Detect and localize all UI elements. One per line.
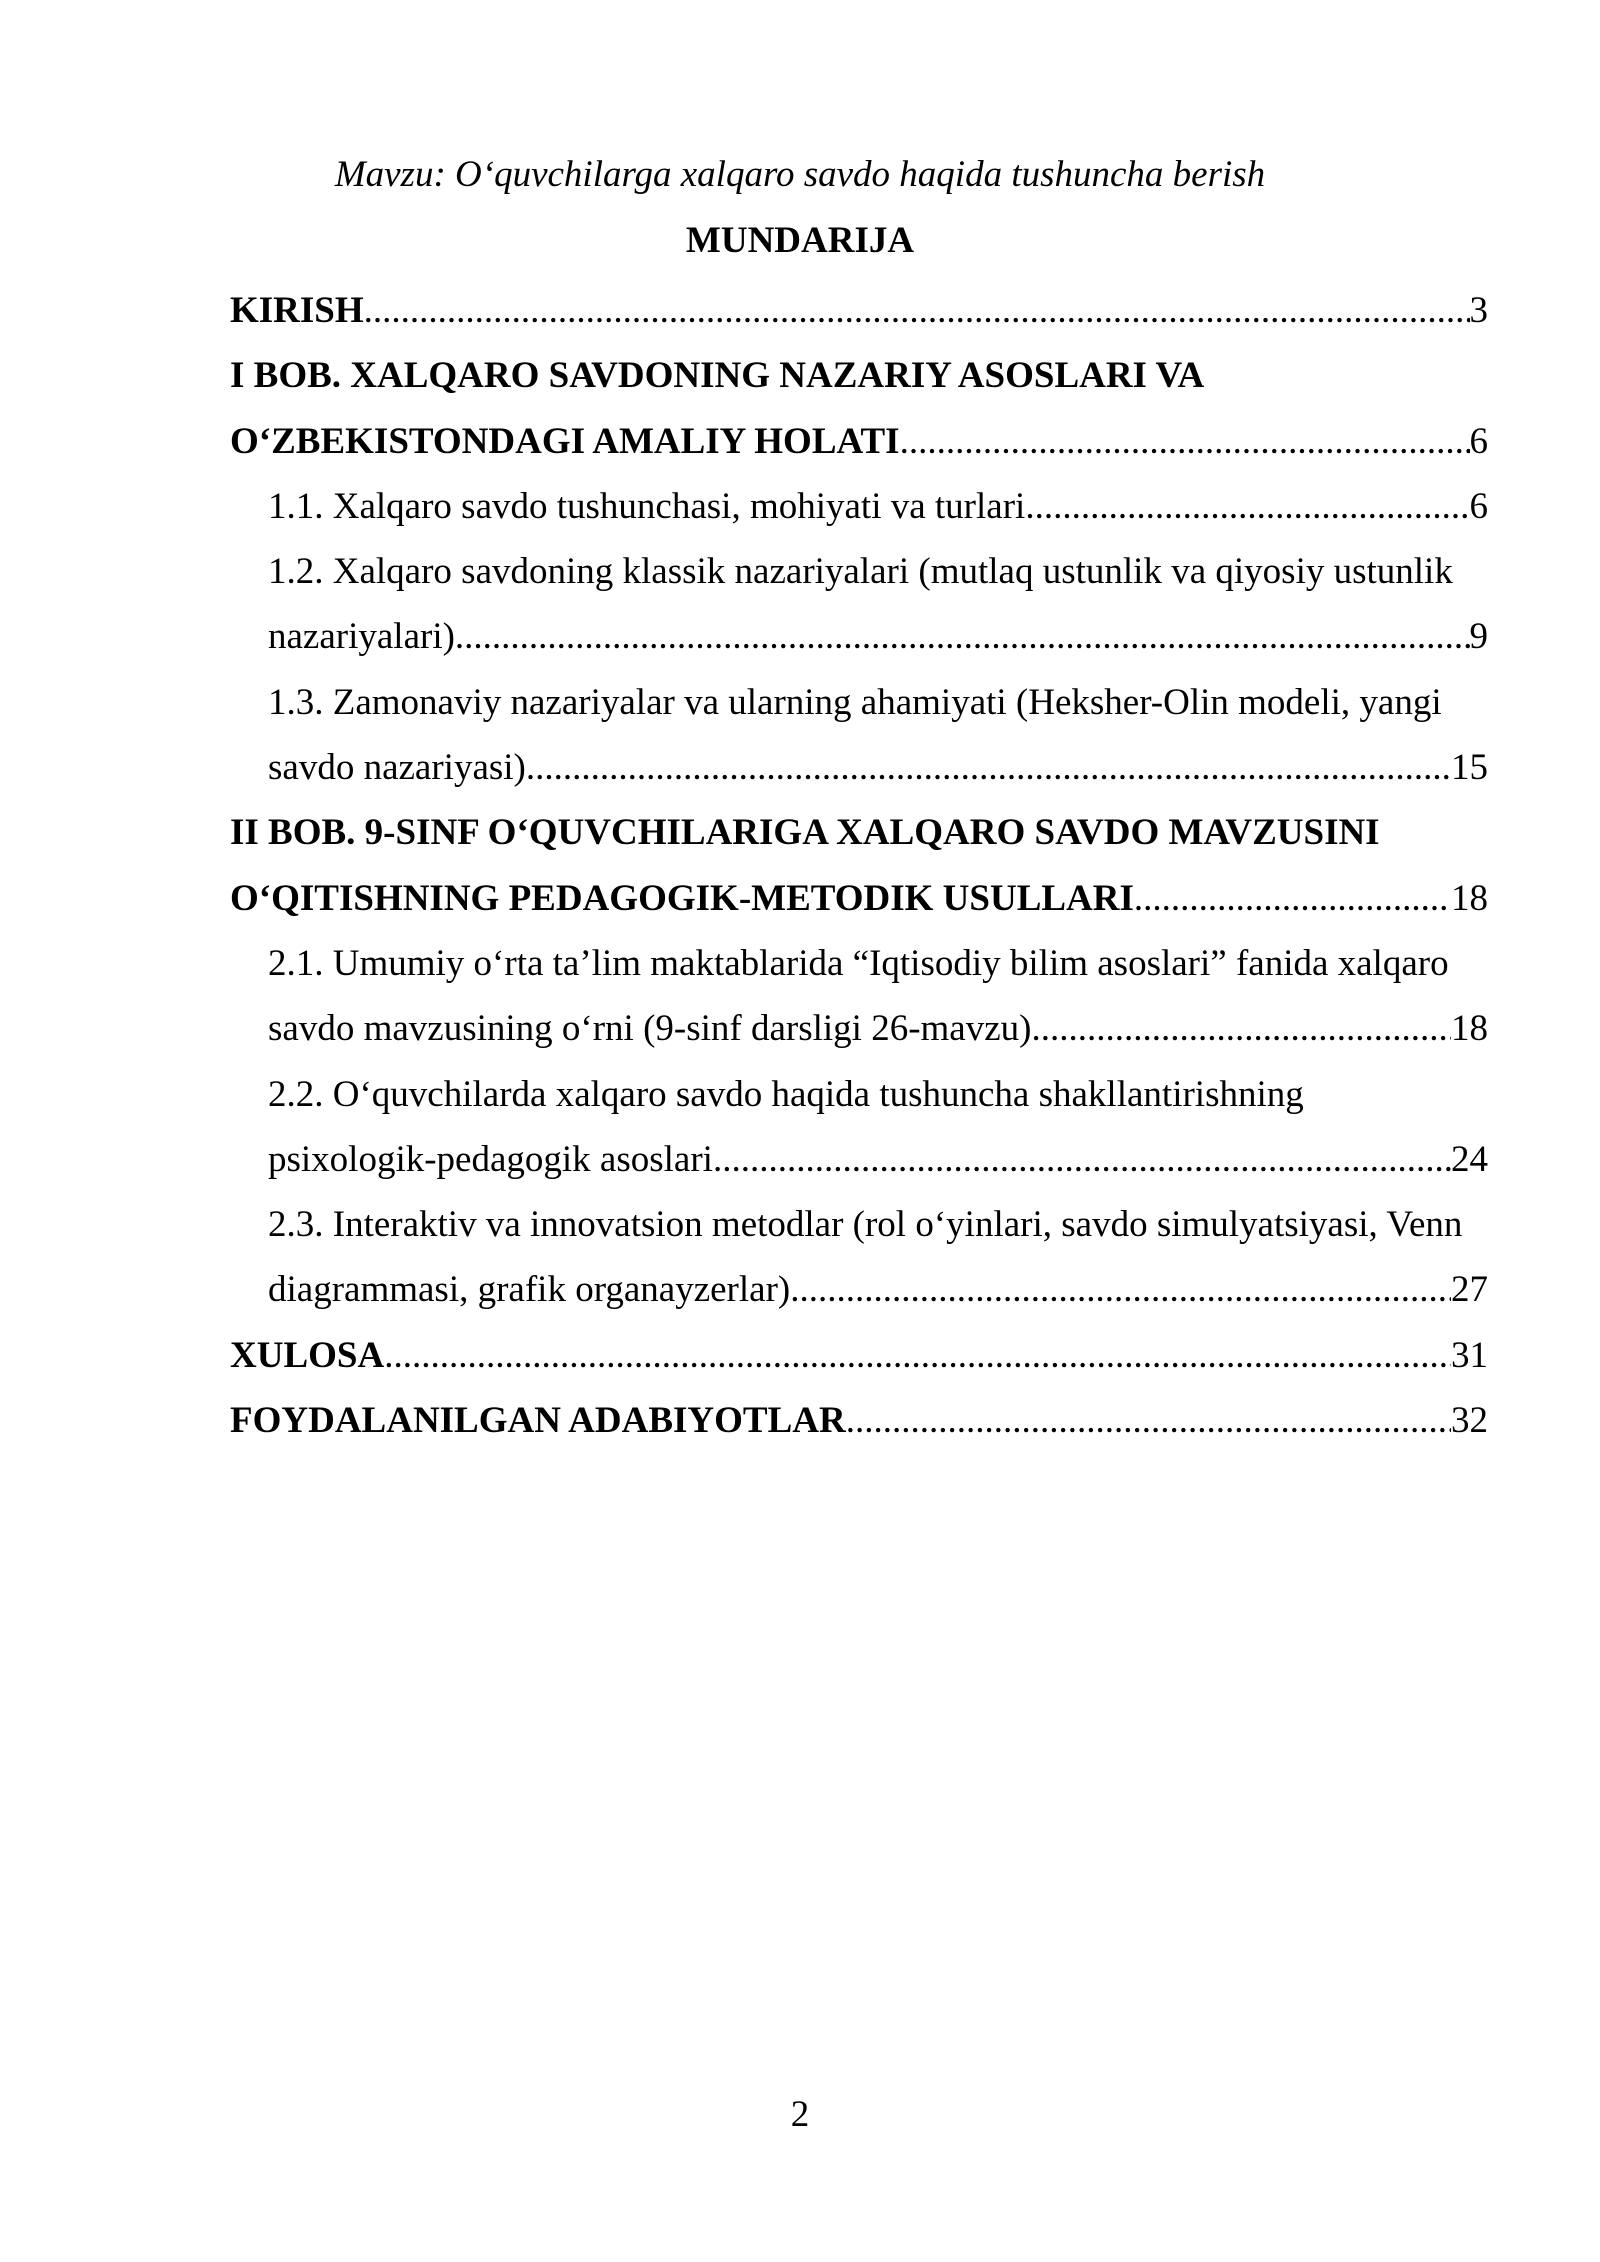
toc-entry-title: savdo mavzusining o‘rni (9-sinf darsligi 26-mavzu) xyxy=(268,1008,1032,1050)
toc-entry-title: 1.3. Zamonaviy nazariyalar va ularning ahamiyati (Heksher-Olin modeli, yangi xyxy=(268,681,1442,723)
toc-entry-page: 32 xyxy=(1451,1400,1488,1442)
toc-chapter-2-title-line1 xyxy=(230,800,1488,865)
page-number: 2 xyxy=(790,2094,810,2135)
toc-entry-title: XULOSA xyxy=(230,1334,385,1376)
toc-section-2-2-line1 xyxy=(230,1062,1488,1127)
toc-entry-title: I BOB. XALQARO SAVDONING NAZARIY ASOSLARI VA xyxy=(230,355,1205,397)
toc-entry-title: O‘QITISHNING PEDAGOGIK-METODIK USULLARI xyxy=(230,877,1134,919)
dot-leader xyxy=(846,1388,1451,1453)
toc-entry-title: FOYDALANILGAN ADABIYOTLAR xyxy=(230,1400,846,1442)
toc-entry-title: 2.2. O‘quvchilarda xalqaro savdo haqida tushuncha shakllantirishning xyxy=(268,1073,1304,1115)
toc-entry-title: nazariyalari) xyxy=(268,616,455,658)
toc-entry-page: 3 xyxy=(1469,290,1488,331)
toc-chapter-1-title-line1 xyxy=(230,343,1488,408)
toc-entry-title: O‘ZBEKISTONDAGI AMALIY HOLATI xyxy=(230,420,900,462)
toc-section-1-1 xyxy=(230,474,1488,539)
toc-chapter-1-title-line2 xyxy=(230,409,1488,474)
toc-entry-title: 1.1. Xalqaro savdo tushunchasi, mohiyati va turlari xyxy=(268,485,1026,527)
dot-leader xyxy=(384,1323,1451,1388)
toc-section-1-3-line1 xyxy=(230,670,1488,735)
toc-entry-page: 6 xyxy=(1469,485,1488,527)
toc-entry-page: 24 xyxy=(1451,1138,1488,1180)
toc-entry-title: savdo nazariyasi) xyxy=(268,747,526,789)
toc-entry-title: 2.3. Interaktiv va innovatsion metodlar (rol o‘yinlari, savdo simulyatsiyasi, Venn xyxy=(268,1204,1463,1246)
toc-entry-page: 15 xyxy=(1451,747,1488,789)
toc-entry-xulosa xyxy=(230,1323,1488,1388)
dot-leader xyxy=(526,735,1451,800)
table-of-contents xyxy=(230,278,1488,1453)
toc-entry-references xyxy=(230,1388,1488,1453)
toc-heading: MUNDARIJA xyxy=(685,220,915,261)
dot-leader xyxy=(713,1127,1451,1192)
dot-leader xyxy=(1134,866,1451,931)
toc-entry-page: 18 xyxy=(1451,1008,1488,1050)
toc-entry-page: 18 xyxy=(1451,877,1488,919)
dot-leader xyxy=(364,278,1470,343)
toc-entry-title: KIRISH xyxy=(230,290,364,331)
toc-entry-page: 9 xyxy=(1469,616,1488,658)
toc-entry-title: psixologik-pedagogik asoslari xyxy=(268,1138,713,1180)
toc-entry-page: 27 xyxy=(1451,1269,1488,1311)
dot-leader xyxy=(790,1257,1451,1322)
toc-section-2-1-line1 xyxy=(230,931,1488,996)
dot-leader xyxy=(455,604,1470,669)
toc-section-2-1-line2 xyxy=(230,996,1488,1061)
toc-entry-page: 6 xyxy=(1469,420,1488,462)
dot-leader xyxy=(1031,996,1451,1061)
dot-leader xyxy=(900,409,1470,474)
toc-section-2-2-line2 xyxy=(230,1127,1488,1192)
toc-section-2-3-line1 xyxy=(230,1192,1488,1257)
toc-entry-page: 31 xyxy=(1451,1334,1488,1376)
toc-chapter-2-title-line2 xyxy=(230,866,1488,931)
toc-section-1-2-line1 xyxy=(230,539,1488,604)
toc-entry-title: II BOB. 9-SINF O‘QUVCHILARIGA XALQARO SAVDO MAVZUSINI xyxy=(230,812,1380,854)
dot-leader xyxy=(1025,474,1469,539)
toc-section-1-3-line2 xyxy=(230,735,1488,800)
toc-entry-title: diagrammasi, grafik organayzerlar) xyxy=(268,1269,791,1311)
toc-entry-title: 1.2. Xalqaro savdoning klassik nazariyalari (mutlaq ustunlik va qiyosiy ustunlik xyxy=(268,551,1453,593)
toc-section-2-3-line2 xyxy=(230,1257,1488,1322)
document-topic: Mavzu: O‘quvchilarga xalqaro savdo haqida tushuncha berish xyxy=(334,154,1266,195)
toc-section-1-2-line2 xyxy=(230,604,1488,669)
toc-entry-kirish xyxy=(230,278,1488,343)
toc-entry-title: 2.1. Umumiy o‘rta ta’lim maktablarida “Iqtisodiy bilim asoslari” fanida xalqaro xyxy=(268,942,1449,984)
